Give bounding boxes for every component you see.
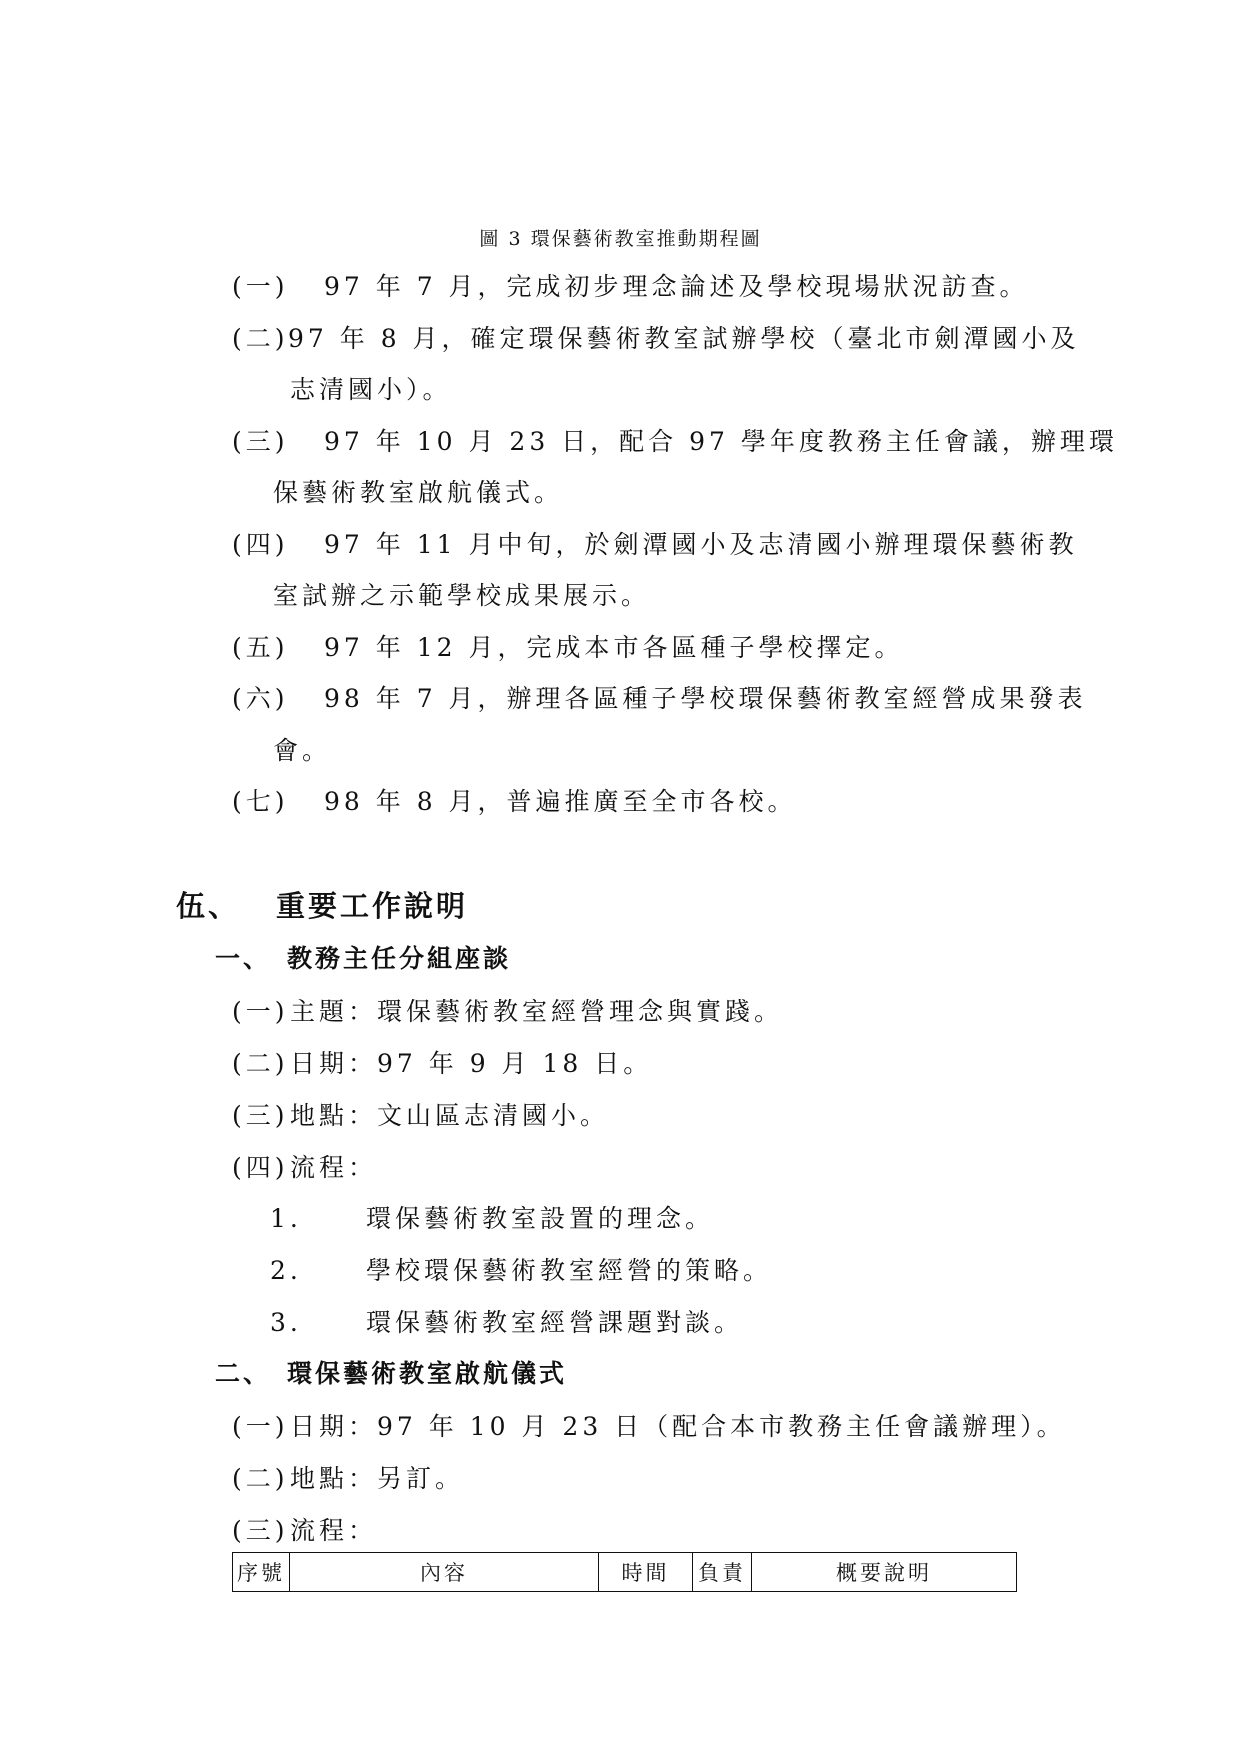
timeline-label: (一) bbox=[232, 272, 289, 301]
sub2-item-3 bbox=[232, 1518, 377, 1543]
table-header-cell: 內容 bbox=[290, 1553, 599, 1592]
subsection-1-heading bbox=[215, 946, 511, 971]
subsection-number: 一、 bbox=[215, 944, 272, 973]
timeline-text: 97 年 7 月，完成初步理念論述及學校現場狀況訪查。 bbox=[324, 272, 1029, 301]
item-text: 地點：文山區志清國小。 bbox=[290, 1101, 610, 1130]
timeline-item-6 bbox=[232, 686, 1087, 711]
timeline-item-2-cont: 志清國小）。 bbox=[290, 375, 452, 404]
item-text: 流程： bbox=[290, 1153, 378, 1182]
timeline-item-7 bbox=[232, 789, 797, 814]
item-label: (一) bbox=[232, 1412, 289, 1441]
item-label: (三) bbox=[232, 1101, 289, 1130]
subsection-2-heading bbox=[215, 1361, 567, 1386]
flow-number: 2. bbox=[270, 1256, 302, 1285]
table-header-cell: 負責 bbox=[693, 1553, 752, 1592]
timeline-label: (七) bbox=[232, 787, 289, 816]
figure-caption: 圖 3 環保藝術教室推動期程圖 bbox=[479, 228, 762, 250]
section-heading bbox=[176, 889, 469, 923]
timeline-item-1 bbox=[232, 274, 1029, 299]
table-header-cell: 概要說明 bbox=[752, 1553, 1017, 1592]
sub1-flow-3 bbox=[270, 1310, 743, 1335]
item-label: (二) bbox=[232, 1049, 289, 1078]
item-label: (二) bbox=[232, 1464, 289, 1493]
flow-text: 學校環保藝術教室經營的策略。 bbox=[366, 1256, 773, 1285]
timeline-text: 98 年 7 月，辦理各區種子學校環保藝術教室經營成果發表 bbox=[324, 684, 1087, 713]
timeline-text: 97 年 10 月 23 日，配合 97 學年度教務主任會議，辦理環 bbox=[324, 427, 1118, 456]
sub2-item-1 bbox=[232, 1414, 1066, 1439]
item-label: (四) bbox=[232, 1153, 289, 1182]
timeline-text: 97 年 12 月，完成本市各區種子學校擇定。 bbox=[324, 633, 904, 662]
table-header-cell: 序號 bbox=[233, 1553, 290, 1592]
item-text: 地點：另訂。 bbox=[290, 1464, 465, 1493]
sub1-item-3 bbox=[232, 1103, 609, 1128]
timeline-item-4 bbox=[232, 532, 1077, 557]
item-text: 日期：97 年 10 月 23 日（配合本市教務主任會議辦理）。 bbox=[290, 1412, 1066, 1441]
timeline-label: (四) bbox=[232, 530, 289, 559]
timeline-text: 97 年 11 月中旬，於劍潭國小及志清國小辦理環保藝術教 bbox=[324, 530, 1078, 559]
timeline-item-6-cont: 會。 bbox=[273, 736, 332, 765]
item-label: (一) bbox=[232, 997, 289, 1026]
subsection-number: 二、 bbox=[215, 1359, 272, 1388]
timeline-item-5 bbox=[232, 635, 903, 660]
section-number: 伍、 bbox=[176, 889, 241, 923]
timeline-label: (二) bbox=[232, 324, 289, 353]
timeline-label: (六) bbox=[232, 684, 289, 713]
sub1-item-2 bbox=[232, 1051, 652, 1076]
flow-number: 1. bbox=[270, 1204, 302, 1233]
timeline-item-3-cont: 保藝術教室啟航儀式。 bbox=[273, 478, 564, 507]
sub1-flow-1 bbox=[270, 1206, 714, 1231]
subsection-title: 教務主任分組座談 bbox=[287, 944, 512, 973]
sub1-flow-2 bbox=[270, 1258, 772, 1283]
item-text: 主題：環保藝術教室經營理念與實踐。 bbox=[290, 997, 784, 1026]
sub1-item-1 bbox=[232, 999, 783, 1024]
table-header-row bbox=[233, 1553, 1017, 1592]
table-header-cell: 時間 bbox=[599, 1553, 693, 1592]
item-label: (三) bbox=[232, 1516, 289, 1545]
sub2-item-2 bbox=[232, 1466, 464, 1491]
timeline-label: (五) bbox=[232, 633, 289, 662]
sub1-item-4 bbox=[232, 1155, 377, 1180]
timeline-item-2 bbox=[232, 326, 1080, 351]
flow-text: 環保藝術教室設置的理念。 bbox=[366, 1204, 715, 1233]
timeline-label: (三) bbox=[232, 427, 289, 456]
flow-text: 環保藝術教室經營課題對談。 bbox=[366, 1308, 744, 1337]
timeline-item-4-cont: 室試辦之示範學校成果展示。 bbox=[273, 581, 651, 610]
timeline-item-3 bbox=[232, 429, 1118, 454]
subsection-title: 環保藝術教室啟航儀式 bbox=[287, 1359, 568, 1388]
timeline-text: 97 年 8 月，確定環保藝術教室試辦學校（臺北市劍潭國小及 bbox=[288, 324, 1080, 353]
section-title: 重要工作說明 bbox=[276, 889, 469, 923]
item-text: 日期：97 年 9 月 18 日。 bbox=[290, 1049, 653, 1078]
flow-number: 3. bbox=[270, 1308, 302, 1337]
item-text: 流程： bbox=[290, 1516, 378, 1545]
ceremony-flow-table bbox=[232, 1552, 1017, 1592]
timeline-text: 98 年 8 月，普遍推廣至全市各校。 bbox=[324, 787, 797, 816]
